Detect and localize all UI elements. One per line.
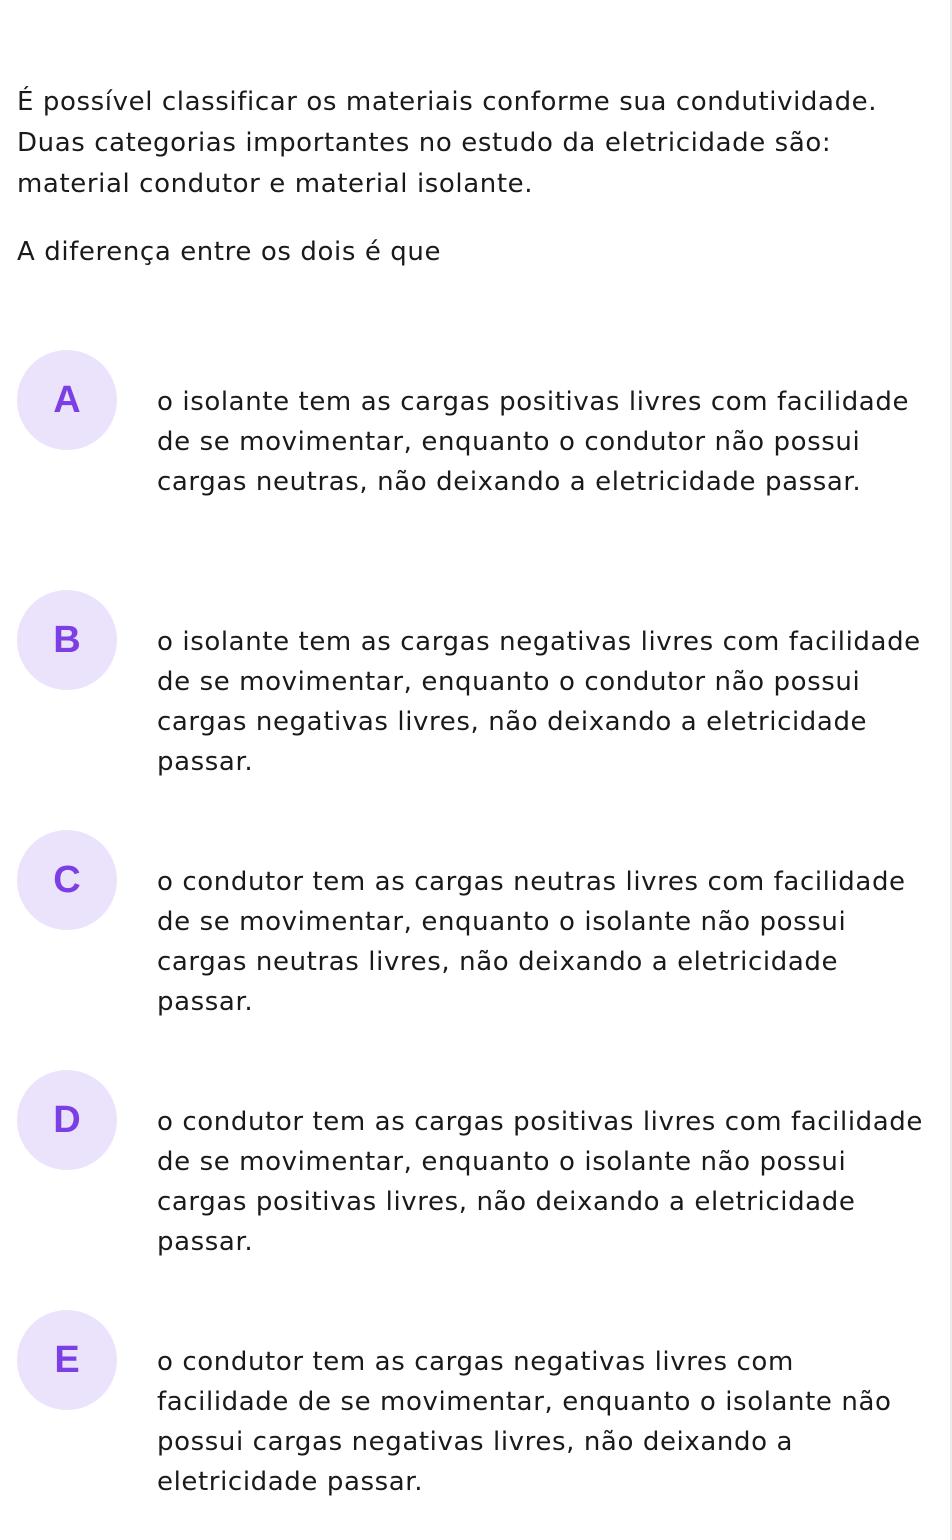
- option-letter: D: [53, 1099, 81, 1141]
- option-letter-badge[interactable]: [17, 590, 117, 690]
- option-e[interactable]: [17, 1310, 927, 1497]
- question-block: [17, 82, 917, 273]
- option-text: o isolante tem as cargas negativas livres com facilidade de se movimentar, enquanto o condutor não possui cargas negativas livres, não deixando a eletricidade passar.: [157, 627, 921, 777]
- question-intro: É possível classificar os materiais conforme sua condutividade. Duas categorias importantes no estudo da eletricidade são: material condutor e material isolante.: [17, 87, 878, 199]
- option-c[interactable]: [17, 830, 927, 1017]
- option-letter: C: [53, 859, 81, 901]
- option-letter: B: [53, 619, 81, 661]
- option-letter-badge[interactable]: [17, 350, 117, 450]
- option-text: o condutor tem as cargas negativas livres com facilidade de se movimentar, enquanto o isolante não possui cargas negativas livres, não deixando a eletricidade passar.: [157, 1347, 892, 1497]
- question-stem: A diferença entre os dois é que: [17, 237, 442, 267]
- option-letter-badge[interactable]: [17, 1310, 117, 1410]
- option-letter-badge[interactable]: [17, 1070, 117, 1170]
- option-d[interactable]: [17, 1070, 927, 1257]
- option-text: o condutor tem as cargas neutras livres com facilidade de se movimentar, enquanto o isolante não possui cargas neutras livres, não deixando a eletricidade passar.: [157, 867, 906, 1017]
- option-letter-badge[interactable]: [17, 830, 117, 930]
- option-letter: E: [54, 1339, 80, 1381]
- option-text: o isolante tem as cargas positivas livres com facilidade de se movimentar, enquanto o condutor não possui cargas neutras, não deixando a eletricidade passar.: [157, 387, 910, 497]
- option-letter: A: [53, 379, 81, 421]
- option-b[interactable]: [17, 590, 927, 777]
- option-text: o condutor tem as cargas positivas livres com facilidade de se movimentar, enquanto o isolante não possui cargas positivas livres, não deixando a eletricidade passar.: [157, 1107, 923, 1257]
- option-a[interactable]: [17, 350, 927, 530]
